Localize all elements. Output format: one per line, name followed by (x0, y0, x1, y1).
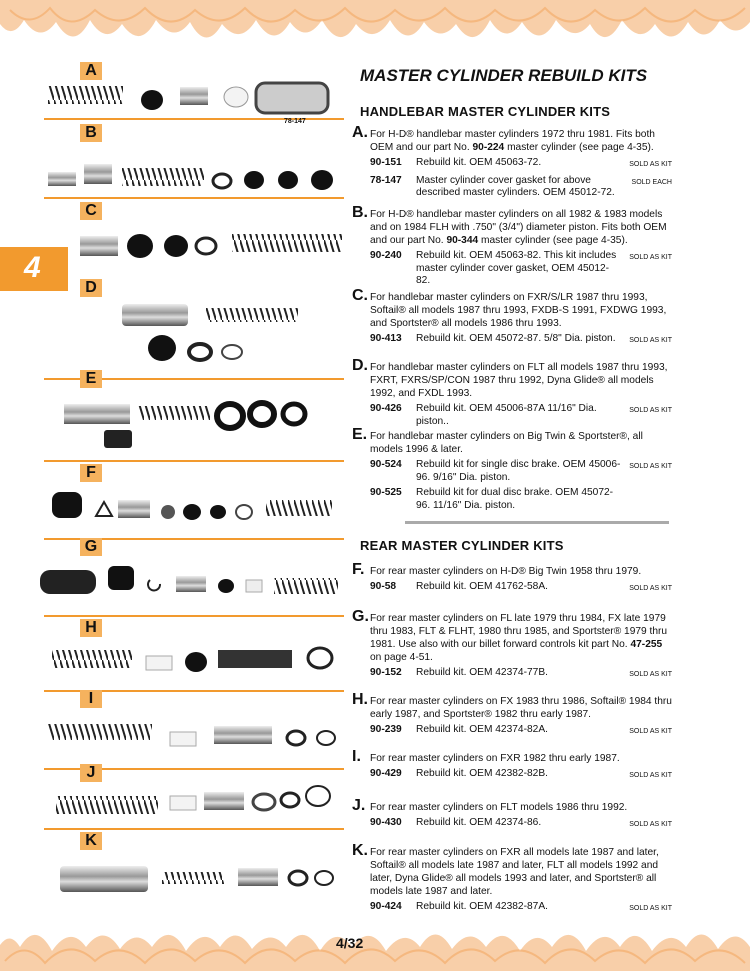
page-title: MASTER CYLINDER REBUILD KITS (360, 66, 648, 85)
kit-description: Rebuild kit. OEM 42374-82A. (416, 724, 548, 735)
spring-icon (48, 724, 152, 740)
sold-as-label: SOLD AS KIT (629, 463, 672, 470)
kit-row (370, 581, 672, 596)
kit-row (370, 403, 672, 428)
seal-icon (183, 504, 201, 520)
o-ring-icon (287, 731, 305, 745)
sold-as-label: SOLD AS KIT (629, 585, 672, 592)
letter-a: A (80, 62, 102, 80)
piston-icon (84, 164, 112, 184)
part-number: 90-524 (370, 459, 402, 470)
kit-description: Rebuild kit. OEM 45063-72. (416, 157, 542, 168)
kit-description: Rebuild kit. OEM 45072-87. 5/8" Dia. piston. (416, 333, 616, 344)
part-number: 90-151 (370, 157, 402, 168)
seal-icon (244, 171, 264, 189)
kit-row (370, 175, 672, 200)
seal-icon (185, 652, 207, 672)
seal-icon (278, 171, 298, 189)
entry-letter: G. (352, 608, 369, 625)
piston-icon (214, 726, 272, 744)
entry-description: For H-D® handlebar master cylinders on all 1982 & 1983 models and on 1984 FLH with .750" (3/4") diameter piston. Fits both OEM and our part No. 90-344 master cylinder (see page 4-35). (370, 209, 667, 246)
kit-entry (352, 204, 672, 288)
o-ring-icon (196, 238, 216, 254)
o-ring-icon (283, 404, 305, 424)
boot-icon (148, 335, 176, 361)
kit-entry (352, 426, 672, 512)
sleeve-icon (48, 172, 76, 186)
spring-icon (274, 578, 338, 594)
entry-letter: D. (352, 357, 368, 374)
kit-description: Rebuild kit. OEM 42374-86. (416, 817, 542, 828)
kit-description: Rebuild kit. OEM 41762-58A. (416, 581, 548, 592)
kit-entry (352, 842, 672, 916)
spacer-icon (161, 505, 175, 519)
entry-description: For handlebar master cylinders on FXR/S/LR 1987 thru 1993, Softail® all models 1987 thru 1993, FXDB-S 1991, FXDWG 1993, and Sportster® all models 1986 thru 1993. (370, 292, 667, 329)
plug-icon (170, 732, 196, 746)
letter-j: J (80, 764, 102, 782)
plug-icon (224, 87, 248, 107)
clip-icon (315, 871, 333, 885)
letter-g: G (80, 538, 102, 556)
boot-icon (52, 492, 82, 518)
entry-letter: B. (352, 204, 368, 221)
seal-icon (218, 579, 234, 593)
boot-icon (104, 430, 132, 448)
piston-icon (204, 792, 244, 810)
entry-description: For rear master cylinders on FXR all models late 1987 and later, Softail® all models late 1987 and later, FLT all models 1992 and later, Dyna Glide® all models 1993 and later, and Sportster® all models late 1987 and later. (370, 847, 659, 897)
o-ring-icon (289, 871, 307, 885)
entry-description: For H-D® handlebar master cylinders 1972 thru 1981. Fits both OEM and our part No. 90-224 master cylinder (see page 4-35). (370, 129, 655, 153)
entry-letter: F. (352, 561, 365, 578)
kit-description: Rebuild kit for single disc brake. OEM 45006-96. 9/16" Dia. piston. (416, 459, 621, 483)
kit-row (370, 724, 672, 739)
boot-icon (127, 234, 153, 258)
clip-icon (96, 502, 112, 516)
kit-row (370, 250, 672, 288)
part-number: 90-239 (370, 724, 402, 735)
boot-icon (108, 566, 134, 590)
kit-row (370, 768, 672, 783)
kit-entry (352, 561, 672, 596)
spring-icon (138, 406, 210, 420)
sold-as-label (622, 487, 672, 512)
kit-entry (352, 608, 672, 682)
spring-icon (162, 872, 224, 884)
o-ring-icon (213, 174, 231, 188)
kit-entry (352, 287, 672, 348)
entry-description: For rear master cylinders on FL late 1979 thru 1984, FX late 1979 thru 1983, FLT & FLHT, 1980 thru 1985, and Sportster® 1979 thru 1981. Use also with our billet forward controls kit part No. 47-255 on page 4-51. (370, 613, 668, 663)
entry-description: For handlebar master cylinders on Big Twin & Sportster®, all models 1996 & later. (370, 431, 643, 455)
kit-description: Rebuild kit. OEM 42382-87A. (416, 901, 548, 912)
pushrod-icon (218, 650, 292, 668)
seal-icon (164, 235, 188, 257)
page-number: 4/32 (336, 935, 364, 951)
spring-icon (122, 168, 204, 186)
clip-icon (306, 786, 330, 806)
clip-icon (317, 731, 335, 745)
kit-description: Rebuild kit. OEM 45006-87A 11/16" Dia. piston.. (416, 403, 597, 427)
spring-icon (52, 650, 132, 668)
o-ring-icon (217, 404, 243, 428)
kit-description: Rebuild kit. OEM 45063-82. This kit includes master cylinder cover gasket, OEM 45012-82. (416, 250, 617, 286)
letter-i: I (80, 690, 102, 708)
part-number: 90-58 (370, 581, 397, 592)
parts-drawing (0, 0, 350, 900)
part-number: 90-424 (370, 901, 402, 912)
entry-letter: I. (352, 748, 361, 765)
piston-icon (118, 500, 150, 518)
sold-as-label: SOLD AS KIT (629, 254, 672, 261)
kit-description: Rebuild kit for dual disc brake. OEM 45072-96. 11/16" Dia. piston. (416, 487, 614, 511)
entry-letter: H. (352, 691, 368, 708)
entry-description: For handlebar master cylinders on FLT all models 1987 thru 1993, FXRT, FXRS/SP/CON 1987 thru 1992, Dyna Glide® all models 1992, and FXDL 1993. (370, 362, 668, 399)
part-number: 90-525 (370, 487, 402, 498)
piston-icon (60, 866, 148, 892)
piston-icon (122, 304, 188, 326)
part-number: 90-240 (370, 250, 402, 261)
entry-letter: K. (352, 842, 368, 859)
entry-letter: C. (352, 287, 368, 304)
clip-icon (308, 648, 332, 668)
entry-letter: A. (352, 124, 368, 141)
kit-row (370, 333, 672, 348)
kit-description: Rebuild kit. OEM 42374-77B. (416, 667, 548, 678)
section-heading-handlebar: HANDLEBAR MASTER CYLINDER KITS (360, 104, 611, 119)
spring-icon (56, 796, 158, 814)
o-ring-icon (189, 344, 211, 360)
spring-icon (48, 86, 123, 104)
seal-icon (141, 90, 163, 110)
part-number: 90-426 (370, 403, 402, 414)
spring-icon (232, 234, 342, 252)
piston-icon (238, 868, 278, 886)
clip-icon (222, 345, 242, 359)
piston-icon (180, 87, 208, 105)
spring-icon (206, 308, 298, 322)
kit-entry (352, 748, 672, 783)
seal-icon (311, 170, 333, 190)
letter-k: K (80, 832, 102, 850)
piston-icon (176, 576, 206, 592)
entry-description: For rear master cylinders on H-D® Big Twin 1958 thru 1979. (370, 566, 642, 577)
letter-e: E (80, 370, 102, 388)
kit-row (370, 459, 672, 484)
letter-c: C (80, 202, 102, 220)
seal-icon (210, 505, 226, 519)
sold-as-label: SOLD AS KIT (629, 161, 672, 168)
kit-row (370, 487, 672, 512)
letter-d: D (80, 279, 102, 297)
flame-border-bottom (0, 911, 750, 971)
gasket-icon (256, 83, 328, 113)
part-number: 90-152 (370, 667, 402, 678)
o-ring-icon (253, 794, 275, 810)
clip-icon (148, 580, 160, 590)
piston-icon (64, 404, 130, 424)
kit-entry (352, 124, 672, 200)
sold-as-label: SOLD AS KIT (629, 671, 672, 678)
letter-h: H (80, 619, 102, 637)
plug-icon (246, 580, 262, 592)
sold-as-label: SOLD AS KIT (629, 905, 672, 912)
part-number: 90-429 (370, 768, 402, 779)
o-ring-icon (250, 403, 274, 425)
kit-description: Master cylinder cover gasket for above described master cylinders. OEM 45012-72. (416, 174, 615, 198)
sold-as-label: SOLD AS KIT (629, 821, 672, 828)
kit-row (370, 817, 672, 832)
entry-description: For rear master cylinders on FX 1983 thru 1986, Softail® 1984 thru early 1987, and Sportster® 1982 thru early 1987. (370, 696, 672, 720)
chapter-number: 4 (24, 251, 41, 284)
section-divider (405, 521, 669, 524)
kit-description: Rebuild kit. OEM 42382-82B. (416, 768, 548, 779)
sold-as-label: SOLD AS KIT (629, 407, 672, 414)
spring-icon (266, 500, 332, 516)
entry-description: For rear master cylinders on FLT models 1986 thru 1992. (370, 802, 628, 813)
o-ring-icon (236, 505, 252, 519)
entry-letter: J. (352, 797, 366, 814)
sold-as-label: SOLD AS KIT (629, 337, 672, 344)
letter-b: B (80, 124, 102, 142)
image-caption: 78-147 (284, 118, 306, 125)
piston-icon (80, 236, 118, 256)
kit-entry (352, 797, 672, 832)
entry-description: For rear master cylinders on FXR 1982 thru early 1987. (370, 753, 620, 764)
sold-as-label: SOLD EACH (631, 178, 672, 186)
part-number: 78-147 (370, 174, 402, 186)
part-number: 90-413 (370, 333, 402, 344)
sold-as-label: SOLD AS KIT (629, 772, 672, 779)
letter-f: F (80, 464, 102, 482)
section-heading-rear: REAR MASTER CYLINDER KITS (360, 538, 564, 553)
entry-letter: E. (352, 426, 368, 443)
kit-entry (352, 691, 672, 739)
o-ring-icon (281, 793, 299, 807)
plug-icon (170, 796, 196, 810)
kit-row (370, 157, 672, 172)
part-number: 90-430 (370, 817, 402, 828)
plug-icon (146, 656, 172, 670)
sold-as-label: SOLD AS KIT (629, 728, 672, 735)
kit-entry (352, 357, 672, 428)
kit-row (370, 901, 672, 916)
gasket-icon (40, 570, 96, 594)
kit-row (370, 667, 672, 682)
